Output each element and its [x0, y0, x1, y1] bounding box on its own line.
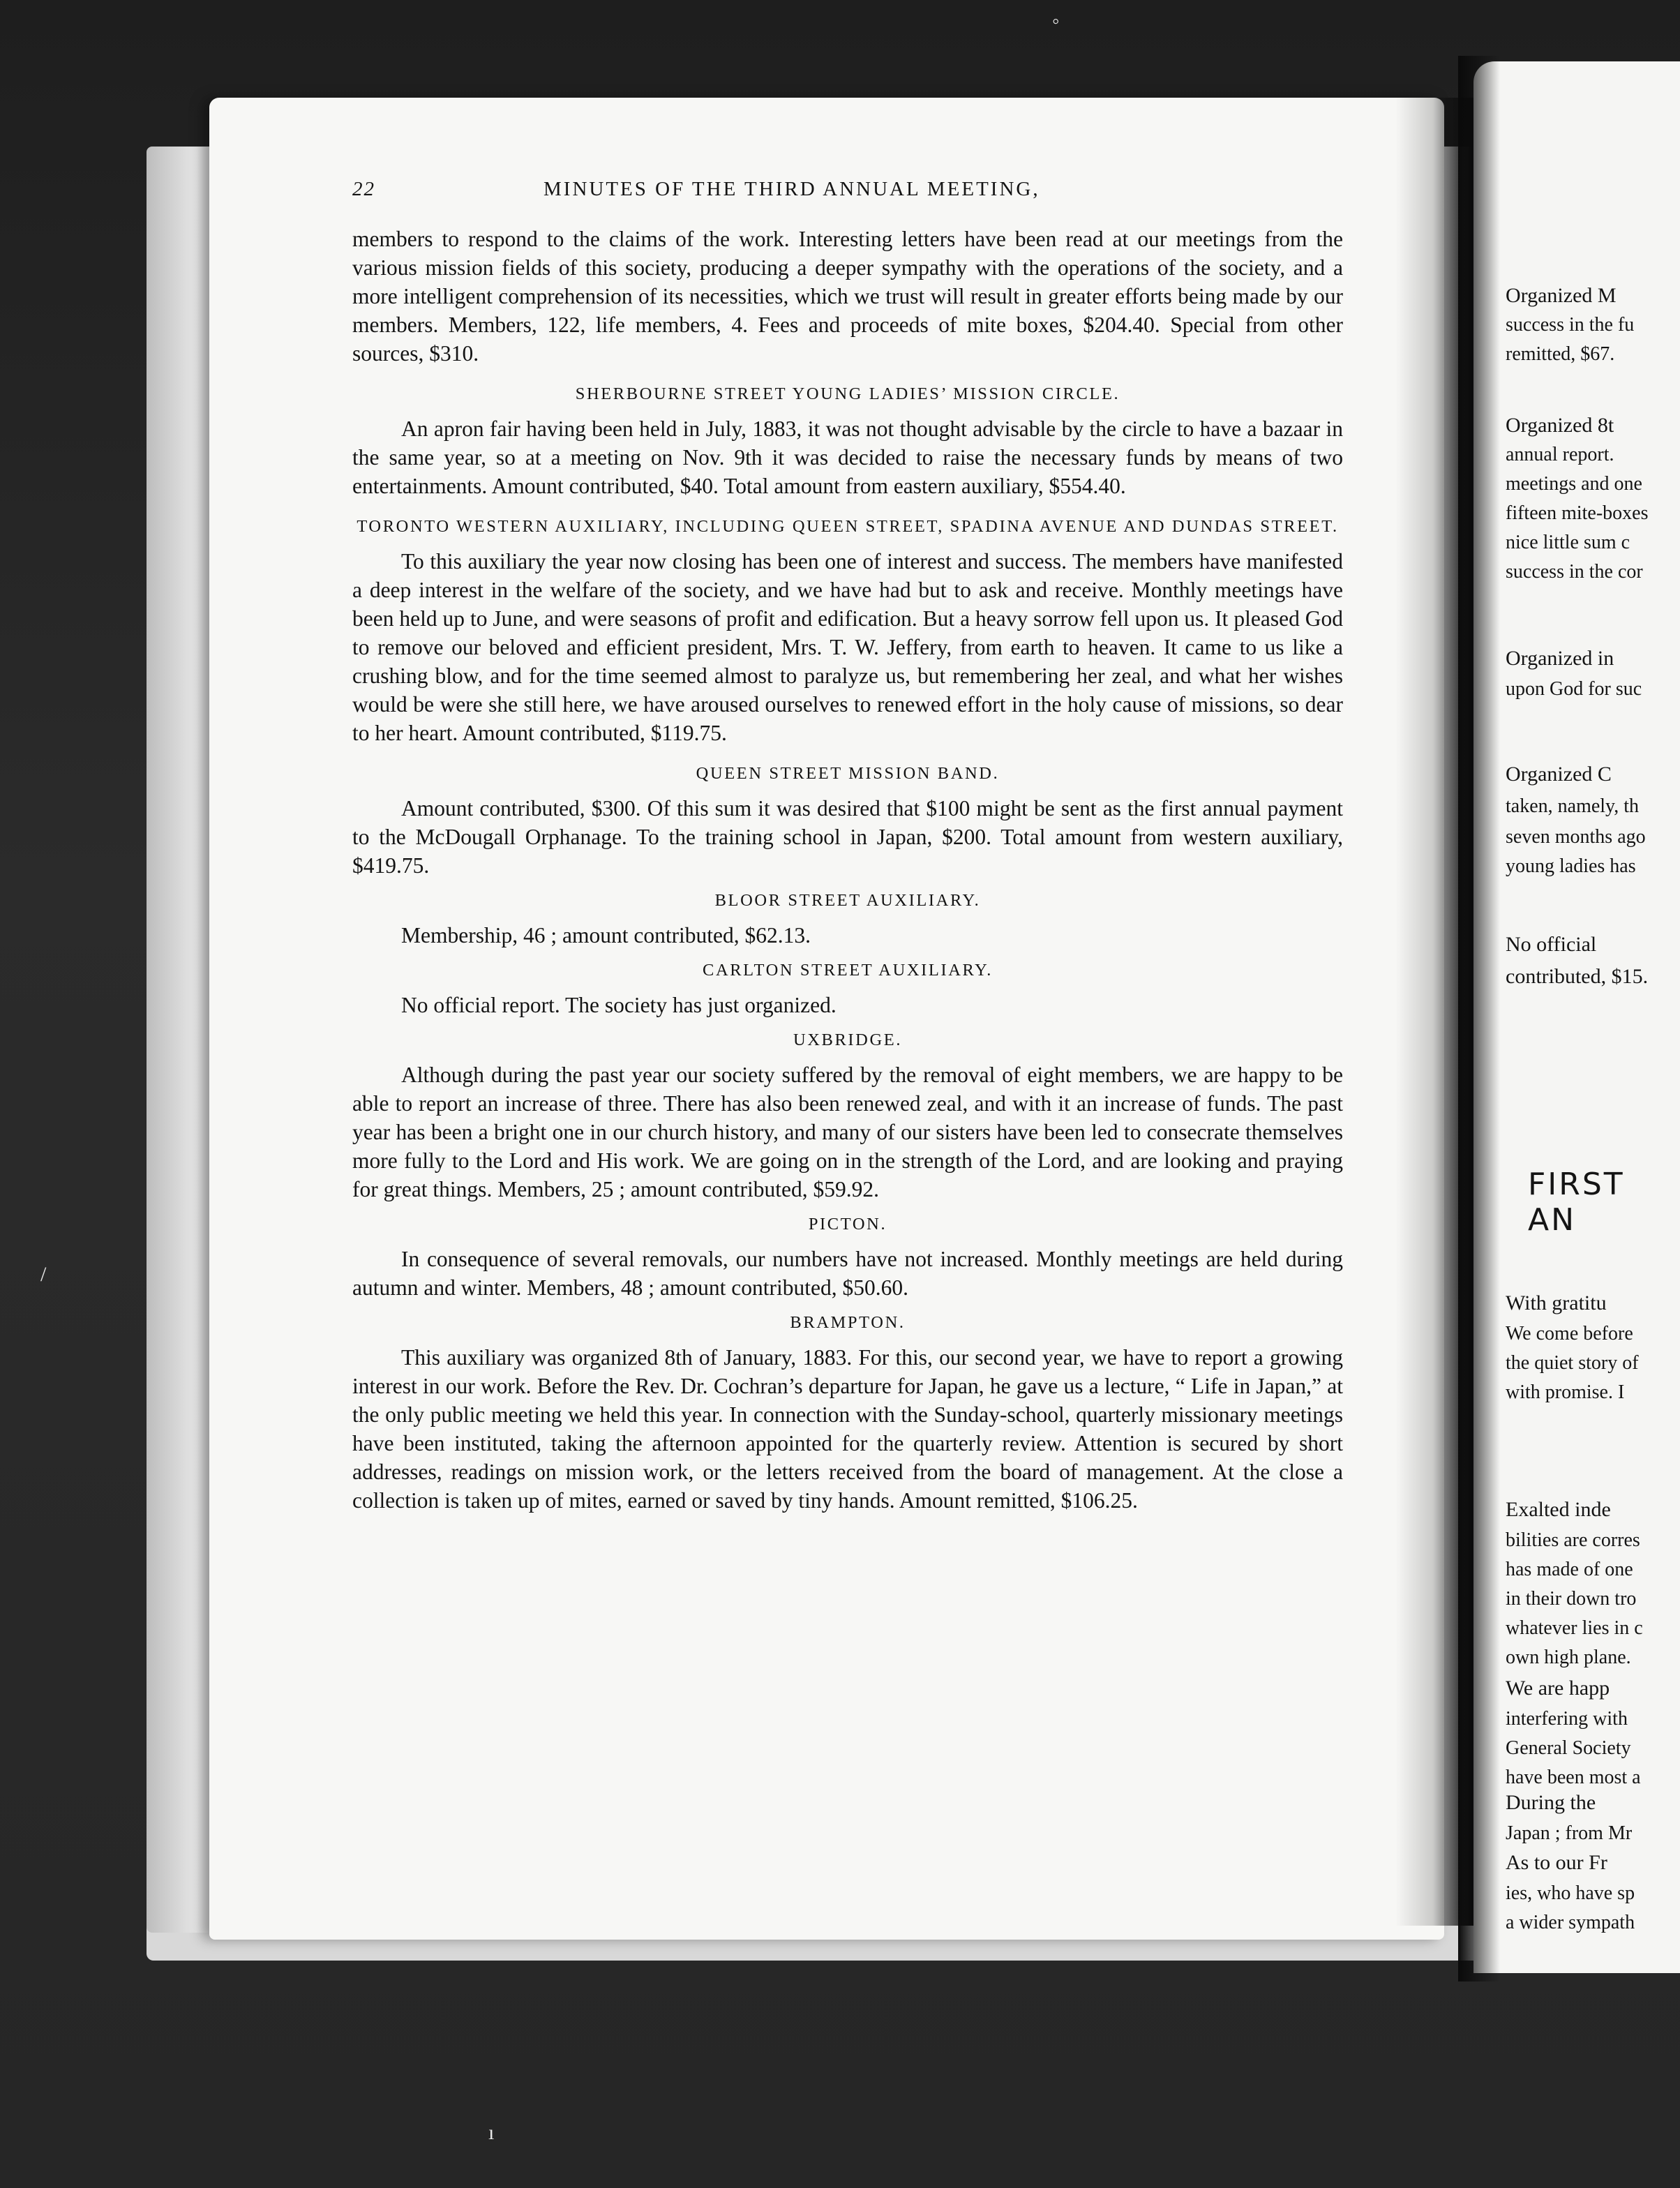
right-fragment-line: During the — [1506, 1791, 1596, 1814]
section-text-brampton: This auxiliary was organized 8th of January, 1883. For this, our second year, we have to report a growing interest in our work. Before the Rev. Dr. Cochran’s departure for Japan, he gave us a lecture, “ Life in Japan,” at the only public meeting we held this year. In connection with the Sunday-school, quarterly missionary meetings have been instituted, taking the afternoon appointed for the quarterly review. Attention is secured by short addresses, readings on mission work, or the letters received from the board of management. At the close a collection is taken up of mites, earned or saved by tiny hands. Amount remitted, $106.25. — [352, 1345, 1343, 1513]
right-fragment-line: with promise. I — [1506, 1381, 1625, 1403]
right-fragment-line: upon God for suc — [1506, 678, 1642, 700]
right-fragment-line: have been most a — [1506, 1767, 1641, 1788]
right-fragment-line: As to our Fr — [1506, 1851, 1607, 1874]
right-fragment-line: whatever lies in c — [1506, 1617, 1643, 1639]
section-text-sherbourne: An apron fair having been held in July, 1883, it was not thought advisable by the circle to have a bazaar in the same year, so at a meeting on Nov. 9th it was decided to raise the necessary funds by means of two entertainments. Amount contributed, $40. Total amount from eastern auxiliary, $554.40. — [352, 417, 1343, 498]
section-heading-carlton-street: CARLTON STREET AUXILIARY. — [703, 961, 993, 980]
right-fragment-line: seven months ago — [1506, 826, 1646, 848]
section-heading-brampton: BRAMPTON. — [790, 1313, 906, 1332]
right-fragment-line: Organized in — [1506, 647, 1614, 670]
right-fragment-line: has made of one — [1506, 1559, 1633, 1580]
section-heading-sherbourne: SHERBOURNE STREET YOUNG LADIES’ MISSION CIRCLE. — [575, 384, 1120, 403]
right-fragment-line: in their down tro — [1506, 1588, 1637, 1610]
right-fragment-line: Organized M — [1506, 284, 1617, 307]
dust-speck: ı — [488, 2121, 495, 2144]
section-text-bloor-street: Membership, 46 ; amount contributed, $62.13. — [401, 923, 811, 947]
right-fragment-line: success in the fu — [1506, 314, 1635, 336]
right-page-heading: FIRST AN — [1528, 1167, 1625, 1238]
right-page-fold-shadow — [1458, 56, 1500, 1981]
right-fragment-line: a wider sympath — [1506, 1912, 1635, 1933]
right-fragment-line: own high plane. — [1506, 1647, 1631, 1668]
right-fragment-line: ies, who have sp — [1506, 1882, 1635, 1904]
right-fragment-line: young ladies has — [1506, 855, 1636, 877]
section-heading-picton: PICTON. — [808, 1215, 887, 1234]
opening-paragraph: members to respond to the claims of the work. Interesting letters have been read at our meetings from the various mission fields of this society, producing a deeper sympathy with the operations of the society, and a more intelligent comprehension of its necessities, which we trust will result in greater efforts being made by our members. Members, 122, life members, 4. Fees and proceeds of mite boxes, $204.40. Special from other sources, $310. — [352, 227, 1343, 366]
right-fragment-line: We come before — [1506, 1323, 1633, 1344]
right-fragment-line: interfering with — [1506, 1708, 1628, 1730]
section-heading-bloor-street: BLOOR STREET AUXILIARY. — [714, 891, 981, 910]
right-fragment-line: annual report. — [1506, 444, 1614, 465]
section-heading-toronto-western: TORONTO WESTERN AUXILIARY, INCLUDING QUEEN STREET, SPADINA AVENUE AND DUNDAS STREET. — [357, 517, 1339, 536]
right-fragment-line: We are happ — [1506, 1677, 1610, 1700]
right-fragment-line: Organized 8t — [1506, 414, 1614, 437]
right-fragment-line: No official — [1506, 933, 1597, 956]
section-heading-queen-street: QUEEN STREET MISSION BAND. — [696, 764, 1000, 783]
right-fragment-line: General Society — [1506, 1737, 1631, 1759]
right-fragment-line: nice little sum c — [1506, 532, 1630, 553]
right-fragment-line: Japan ; from Mr — [1506, 1822, 1633, 1844]
page-number: 22 — [352, 178, 375, 200]
right-fragment-line: bilities are corres — [1506, 1529, 1640, 1551]
right-fragment-line: taken, namely, th — [1506, 795, 1640, 817]
running-head — [352, 178, 1343, 201]
right-fragment-line: contributed, $15. — [1506, 965, 1649, 988]
dust-speck: ◦ — [1052, 10, 1060, 33]
right-fragment-line: Organized C — [1506, 763, 1612, 786]
right-fragment-line: Exalted inde — [1506, 1498, 1611, 1521]
right-fragment-line: success in the cor — [1506, 561, 1643, 583]
section-text-picton: In consequence of several removals, our numbers have not increased. Monthly meetings are held during autumn and winter. Members, 48 ; amount contributed, $50.60. — [352, 1247, 1343, 1300]
right-fragment-line: fifteen mite-boxes — [1506, 502, 1649, 524]
dust-speck: / — [40, 1263, 47, 1286]
section-text-queen-street: Amount contributed, $300. Of this sum it was desired that $100 might be sent as the first annual payment to the McDougall Orphanage. To the training school in Japan, $200. Total amount from western auxiliary, $419.75. — [352, 796, 1343, 878]
left-page-text — [352, 178, 1343, 1515]
section-text-uxbridge: Although during the past year our society suffered by the removal of eight members, we are happy to be able to report an increase of three. There has also been renewed zeal, and with it an increase of funds. The past year has been a bright one in our church history, and many of our sisters have been led to consecrate themselves more fully to the Lord and His work. We are going on in the strength of the Lord, and are looking and praying for great things. Members, 25 ; amount contributed, $59.92. — [352, 1063, 1343, 1201]
right-fragment-line: the quiet story of — [1506, 1352, 1639, 1374]
section-text-toronto-western: To this auxiliary the year now closing has been one of interest and success. The members have manifested a deep interest in the welfare of the society, and we have had but to ask and receive. Monthly meetings have been held up to June, and were seasons of profit and edification. But a heavy sorrow fell upon us. It pleased God to remove our beloved and efficient president, Mrs. T. W. Jeffery, from earth to heaven. It came to us like a crushing blow, and for the time seemed almost to paralyze us, but remembering her zeal, and what her wishes would be were she still here, we have aroused ourselves to renewed effort in the holy cause of missions, so dear to her heart. Amount contributed, $119.75. — [352, 549, 1343, 745]
running-head-title: MINUTES OF THE THIRD ANNUAL MEETING, — [543, 178, 1040, 200]
section-text-carlton-street: No official report. The society has just organized. — [401, 993, 837, 1017]
right-fragment-line: meetings and one — [1506, 473, 1642, 495]
section-heading-uxbridge: UXBRIDGE. — [793, 1031, 903, 1049]
right-fragment-line: With gratitu — [1506, 1291, 1607, 1314]
right-fragment-line: remitted, $67. — [1506, 343, 1615, 365]
